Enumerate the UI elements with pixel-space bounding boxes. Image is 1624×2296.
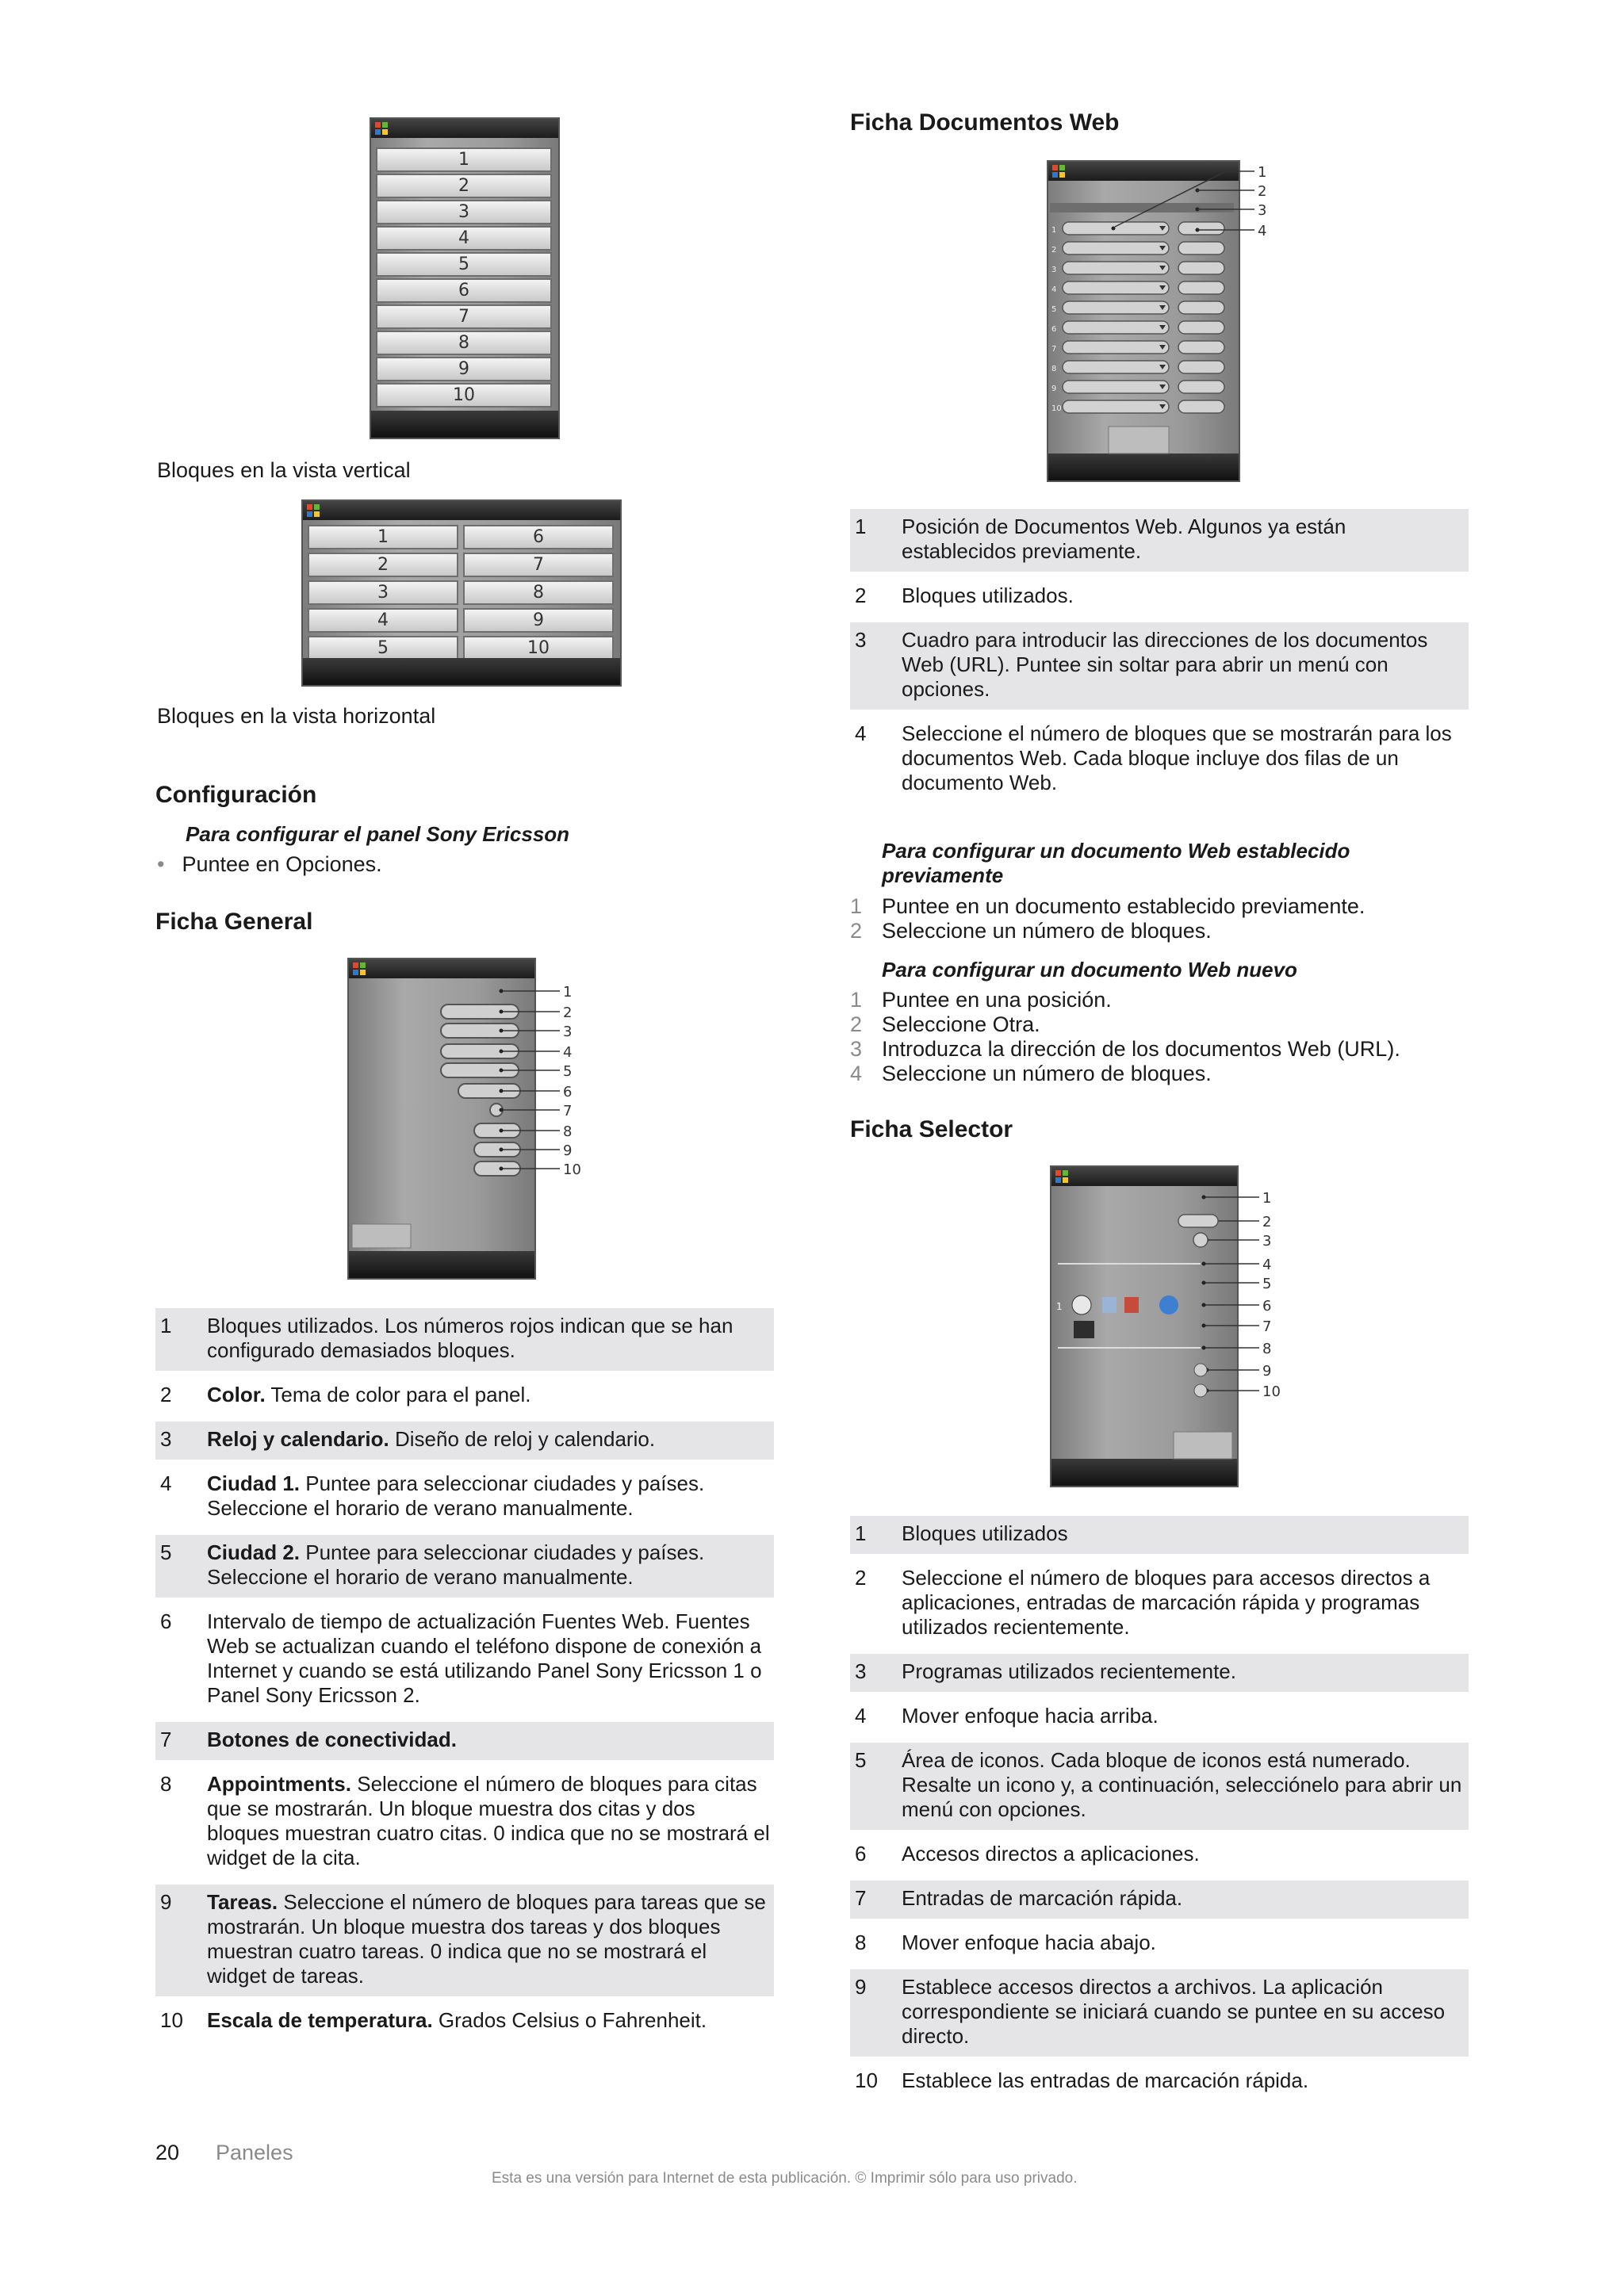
row-number: 6	[855, 1842, 867, 1866]
general-row-3	[155, 1422, 774, 1460]
selector-row-8	[850, 1925, 1469, 1963]
web-position-field	[1063, 341, 1169, 354]
row-text	[902, 721, 1469, 795]
row-description: Puntee para seleccionar ciudades y países. Seleccione el horario de verano manualmente.	[207, 1471, 705, 1520]
row-number: 1	[160, 1314, 172, 1337]
row-text	[902, 515, 1469, 564]
row-text	[902, 1659, 1469, 1684]
general-definition-table	[155, 1308, 774, 2047]
selector-callout-lines	[1050, 1165, 1296, 1490]
row-number: 1	[855, 515, 867, 538]
block-2: 2	[376, 174, 552, 198]
callout-anchor	[1202, 1262, 1206, 1266]
recent-programs-toggle	[1193, 1233, 1208, 1247]
new-step-3	[850, 1037, 1469, 1062]
block-9: 9	[463, 608, 614, 633]
block-8: 8	[376, 331, 552, 355]
speed-dial-toggle	[1194, 1384, 1207, 1397]
block-4: 4	[376, 226, 552, 251]
block-4: 4	[308, 608, 458, 633]
callout-number-2: 2	[563, 1004, 573, 1021]
web-preset-title: Para configurar un documento Web establecido previamente	[882, 839, 1350, 887]
general-row-2	[155, 1377, 774, 1415]
row-number: 9	[160, 1890, 172, 1914]
web-row-4	[850, 716, 1469, 803]
file-shortcut-toggle	[1194, 1364, 1207, 1376]
callout-anchor	[500, 1050, 504, 1054]
row-term: Tareas.	[207, 1890, 278, 1914]
row-text	[902, 1748, 1469, 1822]
callout-anchor	[500, 1108, 504, 1112]
row-description: Accesos directos a aplicaciones.	[902, 1842, 1200, 1866]
row-number: 5	[160, 1540, 172, 1564]
step-number: 1	[850, 988, 863, 1012]
callout-number-3: 3	[1262, 1233, 1272, 1249]
web-row-number: 7	[1051, 345, 1057, 354]
web-row-number: 5	[1051, 305, 1057, 314]
config-bullet	[157, 852, 382, 877]
general-row-9	[155, 1885, 774, 1996]
selector-tab-screenshot	[1050, 1165, 1296, 1490]
step-number: 2	[850, 919, 863, 943]
row-description: Seleccione el número de bloques para accesos directos a aplicaciones, entradas de marcación rápida y programas utilizados recientemente.	[902, 1566, 1431, 1639]
step-text: Seleccione un número de bloques.	[882, 1062, 1212, 1085]
row-number: 7	[855, 1886, 867, 1910]
web-position-field	[1063, 301, 1169, 314]
web-blocks-field	[1178, 361, 1224, 373]
block-10: 10	[463, 636, 614, 660]
row-text	[207, 1890, 774, 1988]
selector-row-3	[850, 1654, 1469, 1692]
callout-anchor	[500, 1010, 504, 1014]
row-text	[902, 1521, 1469, 1546]
row-description: Establece las entradas de marcación rápida.	[902, 2068, 1309, 2092]
general-row-5	[155, 1535, 774, 1598]
web-blocks-field	[1178, 400, 1224, 413]
row-number: 4	[855, 1704, 867, 1728]
callout-number-4: 4	[563, 1044, 573, 1061]
selector-row-5	[850, 1743, 1469, 1830]
step-text: Seleccione Otra.	[882, 1012, 1040, 1036]
callout-number-1: 1	[1258, 164, 1267, 181]
config-bullet-suffix: .	[376, 852, 382, 876]
general-tab-screenshot	[347, 958, 601, 1283]
speed-dial-icon	[1074, 1321, 1094, 1338]
block-6: 6	[376, 278, 552, 303]
web-documents-screenshot	[1047, 160, 1285, 485]
web-row-number: 6	[1051, 325, 1057, 334]
row-term: Reloj y calendario.	[207, 1427, 389, 1451]
callout-number-6: 6	[563, 1084, 573, 1100]
callout-anchor	[1202, 1196, 1206, 1200]
web-row-1	[850, 509, 1469, 572]
row-text	[207, 1609, 774, 1708]
bottom-tab	[352, 1224, 411, 1248]
row-number: 2	[160, 1383, 172, 1406]
callout-number-7: 7	[1262, 1318, 1272, 1335]
row-term: Ciudad 2.	[207, 1540, 301, 1564]
callout-anchor	[1202, 1324, 1206, 1328]
callout-number-7: 7	[563, 1103, 573, 1119]
config-heading: Configuración	[155, 782, 317, 808]
callout-anchor	[500, 1167, 504, 1171]
callout-number-6: 6	[1262, 1298, 1272, 1314]
web-row-number: 10	[1051, 404, 1062, 413]
row-term: Botones de conectividad.	[207, 1728, 457, 1751]
callout-number-10: 10	[563, 1161, 581, 1178]
row-number: 3	[160, 1427, 172, 1451]
block-3: 3	[376, 200, 552, 224]
row-description: Intervalo de tiempo de actualización Fuentes Web. Fuentes Web se actualizan cuando el teléfono dispone de conexión a Internet y cuando se está utilizando Panel Sony Ericsson 1 o Panel Sony Ericsson 2.	[207, 1609, 762, 1707]
horizontal-view-caption: Bloques en la vista horizontal	[157, 704, 436, 728]
row-number: 2	[855, 1566, 867, 1590]
callout-number-4: 4	[1258, 223, 1267, 239]
row-description: Seleccione el número de bloques para tareas que se mostrarán. Un bloque muestra dos tareas y dos bloques muestran cuatro tareas. 0 indica que no se mostrará el widget de tareas.	[207, 1890, 766, 1988]
row-description: Bloques utilizados. Los números rojos indican que se han configurado demasiados bloques.	[207, 1314, 733, 1362]
web-row-number: 9	[1051, 385, 1057, 393]
new-step-1	[850, 988, 1469, 1012]
row-term: Color.	[207, 1383, 266, 1406]
web-position-field	[1063, 321, 1169, 334]
contacts-icon	[1124, 1297, 1139, 1313]
row-text	[902, 1566, 1469, 1640]
block-3: 3	[308, 580, 458, 605]
row-description: Entradas de marcación rápida.	[902, 1886, 1183, 1910]
row-number: 8	[160, 1772, 172, 1796]
row-text	[207, 2008, 774, 2033]
callout-number-8: 8	[563, 1123, 573, 1140]
web-position-field	[1063, 400, 1169, 413]
block-7: 7	[463, 553, 614, 577]
selector-row-4	[850, 1698, 1469, 1736]
row-text	[902, 2068, 1469, 2093]
step-text: Seleccione un número de bloques.	[882, 919, 1212, 943]
row-text	[902, 1975, 1469, 2049]
block-1: 1	[376, 147, 552, 172]
web-position-field	[1063, 222, 1169, 235]
row-number: 6	[160, 1609, 172, 1633]
config-bullet-prefix: Puntee en	[182, 852, 286, 876]
selector-row-9	[850, 1969, 1469, 2057]
callout-anchor	[1202, 1346, 1206, 1350]
vertical-blocks-screenshot	[370, 117, 560, 439]
row-text	[902, 584, 1469, 608]
row-text	[902, 628, 1469, 702]
row-text	[207, 1314, 774, 1363]
step-text: Puntee en un documento establecido previamente.	[882, 894, 1365, 918]
row-description: Cuadro para introducir las direcciones de los documentos Web (URL). Puntee sin soltar para abrir un menú con opciones.	[902, 628, 1428, 701]
footer-note: Esta es una versión para Internet de esta publicación. © Imprimir sólo para uso privado.	[492, 2170, 1078, 2187]
row-description: Grados Celsius o Fahrenheit.	[432, 2008, 707, 2032]
web-row-number: 2	[1051, 246, 1057, 254]
web-preset-steps	[850, 894, 1469, 943]
web-position-field	[1063, 262, 1169, 274]
callout-anchor	[500, 1029, 504, 1033]
callout-number-1: 1	[1262, 1190, 1272, 1207]
callout-number-9: 9	[1262, 1363, 1272, 1380]
selector-row-7	[850, 1881, 1469, 1919]
row-text	[207, 1427, 774, 1452]
callout-number-3: 3	[563, 1024, 573, 1040]
callout-number-3: 3	[1258, 202, 1267, 219]
row-term: Appointments.	[207, 1772, 351, 1796]
general-heading: Ficha General	[155, 909, 313, 935]
block-10: 10	[376, 383, 552, 408]
callout-anchor	[500, 1129, 504, 1133]
bottom-tab	[1174, 1432, 1232, 1459]
web-position-field	[1063, 242, 1169, 254]
block-2: 2	[308, 553, 458, 577]
page-number: 20	[155, 2141, 180, 2164]
row-text	[902, 1931, 1469, 1955]
block-6: 6	[463, 525, 614, 549]
step-number: 3	[850, 1037, 863, 1061]
row-number: 2	[855, 584, 867, 607]
internet-explorer-icon	[1159, 1295, 1178, 1314]
web-heading: Ficha Documentos Web	[850, 109, 1120, 136]
web-definition-table	[850, 509, 1469, 809]
row-text	[207, 1540, 774, 1590]
row-text	[207, 1772, 774, 1870]
selector-heading: Ficha Selector	[850, 1116, 1013, 1142]
general-callout-lines	[347, 958, 601, 1283]
callout-anchor	[500, 1148, 504, 1152]
web-blocks-field	[1178, 301, 1224, 314]
row-description: Diseño de reloj y calendario.	[389, 1427, 656, 1451]
web-blocks-field	[1178, 381, 1224, 393]
row-term: Ciudad 1.	[207, 1471, 301, 1495]
web-header-bar	[1050, 203, 1234, 212]
callout-line	[1115, 171, 1226, 227]
row-description: Posición de Documentos Web. Algunos ya están establecidos previamente.	[902, 515, 1346, 563]
web-new-title: Para configurar un documento Web nuevo	[882, 958, 1297, 982]
callout-anchor	[500, 989, 504, 993]
calendar-icon	[1102, 1297, 1116, 1313]
icon-block-number: 1	[1056, 1301, 1063, 1312]
clock-icon	[1072, 1295, 1091, 1314]
config-procedure-title: Para configurar el panel Sony Ericsson	[186, 822, 570, 846]
block-7: 7	[376, 304, 552, 329]
preset-step-1	[850, 894, 1469, 919]
web-row-number: 1	[1051, 226, 1057, 235]
row-number: 5	[855, 1748, 867, 1772]
callout-anchor	[500, 1069, 504, 1073]
windows-logo-icon	[306, 503, 320, 518]
row-description: Tema de color para el panel.	[265, 1383, 531, 1406]
general-row-10	[155, 2003, 774, 2041]
callout-anchor	[1202, 1303, 1206, 1307]
web-row-number: 3	[1051, 266, 1057, 274]
callout-number-2: 2	[1258, 183, 1267, 200]
horizontal-blocks-screenshot	[301, 499, 622, 687]
step-number: 1	[850, 894, 863, 918]
block-8: 8	[463, 580, 614, 605]
general-row-8	[155, 1766, 774, 1878]
step-number: 4	[850, 1062, 863, 1085]
row-text	[207, 1383, 774, 1407]
selector-row-10	[850, 2063, 1469, 2101]
footer-section: Paneles	[216, 2141, 293, 2164]
row-text	[902, 1842, 1469, 1866]
new-step-2	[850, 1012, 1469, 1037]
bottom-tab	[1109, 427, 1169, 453]
selector-row-6	[850, 1836, 1469, 1874]
row-number: 3	[855, 628, 867, 652]
row-number: 8	[855, 1931, 867, 1954]
web-blocks-field	[1178, 341, 1224, 354]
callout-number-4: 4	[1262, 1257, 1272, 1273]
row-description: Área de iconos. Cada bloque de iconos está numerado. Resalte un icono y, a continuación, selecciónelo para abrir un menú con opciones.	[902, 1748, 1462, 1821]
bullet-icon: •	[157, 852, 165, 876]
callout-anchor	[500, 1089, 504, 1093]
block-5: 5	[376, 252, 552, 277]
web-blocks-field	[1178, 281, 1224, 294]
web-blocks-field	[1178, 321, 1224, 334]
row-description: Mover enfoque hacia abajo.	[902, 1931, 1156, 1954]
blocks-field	[1178, 1215, 1218, 1227]
general-row-7	[155, 1722, 774, 1760]
row-text	[207, 1728, 774, 1752]
preset-step-2	[850, 919, 1469, 943]
windows-logo-icon	[374, 121, 389, 136]
row-number: 10	[855, 2068, 878, 2092]
web-row-2	[850, 578, 1469, 616]
row-number: 1	[855, 1521, 867, 1545]
row-description: Programas utilizados recientemente.	[902, 1659, 1236, 1683]
step-text: Puntee en una posición.	[882, 988, 1112, 1012]
callout-number-2: 2	[1262, 1214, 1272, 1230]
new-step-4	[850, 1062, 1469, 1086]
row-description: Seleccione el número de bloques para citas que se mostrarán. Un bloque muestra dos citas y dos bloques muestran cuatro citas. 0 indica que no se mostrará el widget de la cita.	[207, 1772, 770, 1869]
config-bullet-bold: Opciones	[285, 852, 377, 876]
block-9: 9	[376, 357, 552, 381]
callout-number-1: 1	[563, 984, 573, 1001]
step-number: 2	[850, 1012, 863, 1036]
callout-anchor	[1202, 1281, 1206, 1285]
row-description: Seleccione el número de bloques que se mostrarán para los documentos Web. Cada bloque incluye dos filas de un documento Web.	[902, 721, 1452, 794]
row-description: Puntee para seleccionar ciudades y países. Seleccione el horario de verano manualmente.	[207, 1540, 705, 1589]
block-1: 1	[308, 525, 458, 549]
web-callout-lines	[1047, 160, 1285, 485]
web-blocks-field	[1178, 222, 1224, 235]
web-row-number: 4	[1051, 285, 1057, 294]
web-position-field	[1063, 361, 1169, 373]
row-number: 7	[160, 1728, 172, 1751]
callout-number-8: 8	[1262, 1341, 1272, 1357]
row-text	[902, 1704, 1469, 1728]
web-row-3	[850, 622, 1469, 710]
general-row-6	[155, 1604, 774, 1716]
row-term: Escala de temperatura.	[207, 2008, 433, 2032]
row-text	[902, 1886, 1469, 1911]
callout-number-5: 5	[563, 1063, 573, 1080]
selector-row-2	[850, 1560, 1469, 1647]
general-row-1	[155, 1308, 774, 1371]
row-description: Mover enfoque hacia arriba.	[902, 1704, 1159, 1728]
web-position-field	[1063, 381, 1169, 393]
row-number: 10	[160, 2008, 183, 2032]
callout-number-10: 10	[1262, 1383, 1281, 1400]
vertical-view-caption: Bloques en la vista vertical	[157, 458, 411, 482]
row-number: 4	[160, 1471, 172, 1495]
callout-number-5: 5	[1262, 1276, 1272, 1292]
callout-anchor	[1112, 227, 1116, 231]
web-position-field	[1063, 281, 1169, 294]
row-number: 9	[855, 1975, 867, 1999]
selector-row-1	[850, 1516, 1469, 1554]
row-number: 4	[855, 721, 867, 745]
web-new-steps	[850, 988, 1469, 1086]
web-blocks-field	[1178, 262, 1224, 274]
row-description: Bloques utilizados.	[902, 584, 1074, 607]
callout-number-9: 9	[563, 1142, 573, 1159]
web-row-number: 8	[1051, 365, 1057, 373]
web-blocks-field	[1178, 242, 1224, 254]
row-description: Bloques utilizados	[902, 1521, 1068, 1545]
selector-definition-table	[850, 1516, 1469, 2107]
row-number: 3	[855, 1659, 867, 1683]
step-text: Introduzca la dirección de los documentos Web (URL).	[882, 1037, 1400, 1061]
row-description: Establece accesos directos a archivos. La aplicación correspondiente se iniciará cuando se puntee en su acceso directo.	[902, 1975, 1446, 2048]
general-row-4	[155, 1466, 774, 1529]
row-text	[207, 1471, 774, 1521]
block-5: 5	[308, 636, 458, 660]
